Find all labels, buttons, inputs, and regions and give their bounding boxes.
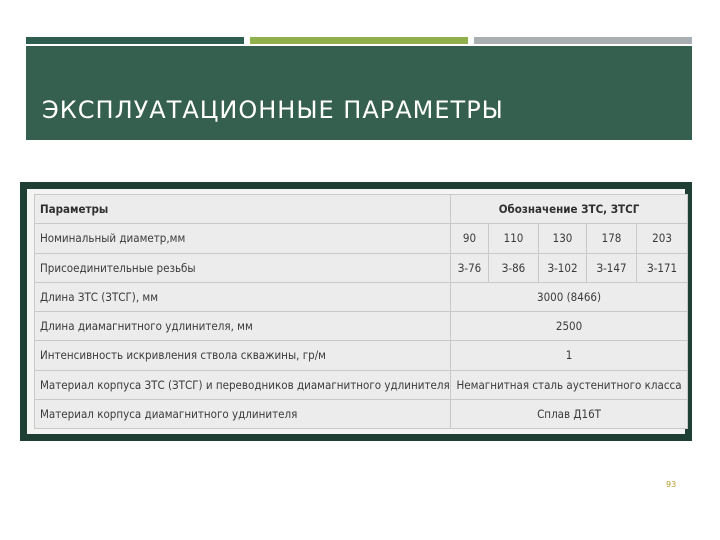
accent-stripe-dark-green [26,37,244,44]
diameter-value: 178 [587,224,637,253]
table-row-diameter [35,224,688,253]
table-row-length [35,282,688,311]
table-row-extension-material [35,399,688,428]
table-header-row [35,195,688,224]
row-value: 1 [451,341,688,370]
table-row-curvature [35,341,688,370]
thread-value: З-147 [587,253,637,282]
table-row-extension-length [35,312,688,341]
row-value: Немагнитная сталь аустенитного класса [451,370,688,399]
row-label: Присоединительные резьбы [35,253,451,282]
row-value: Сплав Д16Т [451,399,688,428]
title-banner [26,46,692,140]
table-row-body-material [35,370,688,399]
thread-value: З-76 [451,253,489,282]
parameters-table-container [27,189,685,434]
diameter-value: 203 [637,224,688,253]
accent-stripe-gray [474,37,692,44]
row-label: Длина ЗТС (ЗТСГ), мм [35,282,451,311]
accent-stripe-light-green [250,37,468,44]
thread-value: З-86 [489,253,539,282]
row-label: Материал корпуса диамагнитного удлинителя [35,399,451,428]
table-row-thread [35,253,688,282]
slide-title: ЭКСПЛУАТАЦИОННЫЕ ПАРАМЕТРЫ [42,96,504,124]
row-label: Длина диамагнитного удлинителя, мм [35,312,451,341]
diameter-value: 110 [489,224,539,253]
row-value: 3000 (8466) [451,282,688,311]
row-value: 2500 [451,312,688,341]
thread-value: З-102 [539,253,587,282]
row-label: Номинальный диаметр,мм [35,224,451,253]
diameter-value: 130 [539,224,587,253]
parameters-table-frame [20,182,692,441]
parameters-table [34,194,688,429]
header-cell-designation: Обозначение ЗТС, ЗТСГ [451,195,688,224]
row-label: Интенсивность искривления ствола скважины, гр/м [35,341,451,370]
thread-value: З-171 [637,253,688,282]
page-number: 93 [666,480,677,489]
diameter-value: 90 [451,224,489,253]
header-cell-parameters: Параметры [35,195,451,224]
row-label: Материал корпуса ЗТС (ЗТСГ) и переводников диамагнитного удлинителя [35,370,451,399]
